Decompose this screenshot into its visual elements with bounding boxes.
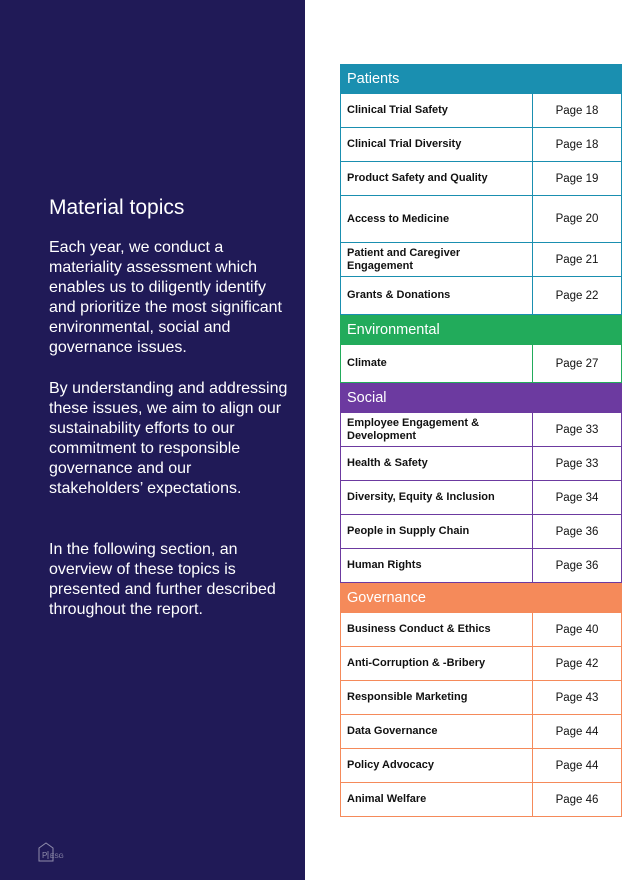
table-row bbox=[340, 647, 622, 681]
intro-paragraph-2: By understanding and addressing these issues, we aim to align our sustainability efforts to our commitment to responsible governance and our stakeholders’ expectations. bbox=[49, 380, 288, 497]
topic-cell: Animal Welfare bbox=[341, 783, 533, 816]
page-cell: Page 20 bbox=[555, 213, 599, 225]
topic-cell: Human Rights bbox=[341, 549, 533, 582]
table-row bbox=[340, 162, 622, 196]
page-cell: Page 40 bbox=[555, 623, 599, 636]
left-panel bbox=[0, 0, 305, 880]
page-cell: Page 18 bbox=[555, 104, 599, 117]
section-header-patients: Patients bbox=[340, 64, 622, 94]
table-row bbox=[340, 413, 622, 447]
page-cell: Page 27 bbox=[555, 357, 599, 370]
page-cell: Page 21 bbox=[555, 253, 599, 266]
topic-cell: Clinical Trial Safety bbox=[341, 94, 533, 127]
page-cell: Page 22 bbox=[555, 289, 599, 302]
table-row bbox=[340, 715, 622, 749]
topic-cell: Health & Safety bbox=[341, 447, 533, 480]
page-cell: Page 18 bbox=[555, 138, 599, 151]
page-cell: Page 42 bbox=[555, 657, 599, 670]
topic-cell: Business Conduct & Ethics bbox=[341, 613, 533, 646]
page-cell: Page 33 bbox=[555, 423, 599, 436]
table-row bbox=[340, 447, 622, 481]
topic-cell: Responsible Marketing bbox=[341, 681, 533, 714]
table-row bbox=[340, 783, 622, 817]
table-row bbox=[340, 749, 622, 783]
table-row bbox=[340, 515, 622, 549]
house-logo-icon bbox=[38, 842, 68, 862]
table-row bbox=[340, 94, 622, 128]
table-row bbox=[340, 277, 622, 315]
topic-cell: Anti-Corruption & -Bribery bbox=[341, 647, 533, 680]
page-cell: Page 19 bbox=[555, 172, 599, 185]
page-cell: Page 33 bbox=[555, 457, 599, 470]
section-patients bbox=[340, 64, 622, 315]
section-header-environmental: Environmental bbox=[340, 315, 622, 345]
intro-paragraph-3: In the following section, an overview of these topics is presented and further described throughout the report. bbox=[49, 541, 276, 618]
page-cell: Page 36 bbox=[555, 525, 599, 538]
topic-cell: Patient and Caregiver Engagement bbox=[341, 243, 533, 276]
table-row bbox=[340, 243, 622, 277]
page-cell: Page 46 bbox=[555, 793, 599, 806]
topic-cell: Diversity, Equity & Inclusion bbox=[341, 481, 533, 514]
section-header-governance: Governance bbox=[340, 583, 622, 613]
table-row bbox=[340, 345, 622, 383]
page-cell: Page 44 bbox=[555, 759, 599, 772]
material-topics-table bbox=[340, 64, 622, 817]
page-cell: Page 43 bbox=[555, 691, 599, 704]
topic-cell: Employee Engagement & Development bbox=[341, 413, 533, 446]
section-environmental bbox=[340, 315, 622, 383]
table-row bbox=[340, 681, 622, 715]
table-row bbox=[340, 481, 622, 515]
section-header-social: Social bbox=[340, 383, 622, 413]
topic-cell: Policy Advocacy bbox=[341, 749, 533, 782]
page-cell: Page 36 bbox=[555, 559, 599, 572]
logo-letter-p: P bbox=[42, 851, 48, 860]
topic-cell: Clinical Trial Diversity bbox=[341, 128, 533, 161]
page-cell: Page 44 bbox=[555, 725, 599, 738]
page-cell: Page 34 bbox=[555, 491, 599, 504]
topic-cell: Data Governance bbox=[341, 715, 533, 748]
table-row bbox=[340, 613, 622, 647]
table-row bbox=[340, 549, 622, 583]
section-social bbox=[340, 383, 622, 583]
logo-esg-text: ESG bbox=[50, 853, 64, 860]
topic-cell: Access to Medicine bbox=[341, 196, 533, 242]
page-title: Material topics bbox=[49, 196, 185, 219]
table-row bbox=[340, 128, 622, 162]
intro-paragraph-1: Each year, we conduct a materiality assessment which enables us to diligently identify and prioritize the most significant environmental, social and governance issues. bbox=[49, 239, 282, 356]
table-row bbox=[340, 196, 622, 243]
topic-cell: Grants & Donations bbox=[341, 277, 533, 314]
topic-cell: People in Supply Chain bbox=[341, 515, 533, 548]
section-governance bbox=[340, 583, 622, 817]
topic-cell: Climate bbox=[341, 345, 533, 382]
topic-cell: Product Safety and Quality bbox=[341, 162, 533, 195]
